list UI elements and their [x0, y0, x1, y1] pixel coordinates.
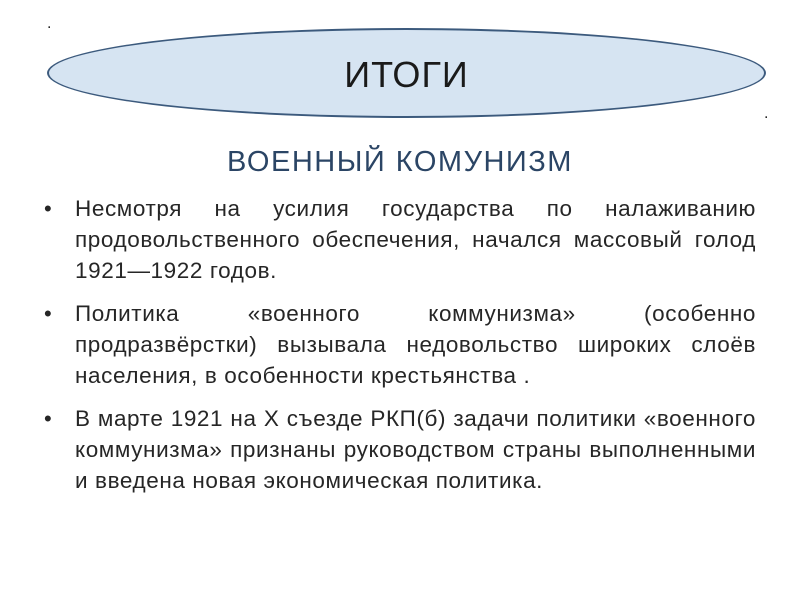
bullet-text: В марте 1921 на X съезде РКП(б) задачи политики «военного коммунизма» признаны руководством страны выполненными и введена новая экономическая политика. — [75, 406, 756, 493]
bullet-item-discontent — [44, 298, 756, 391]
bullet-list — [44, 193, 756, 508]
dot-mark-top: . — [47, 15, 52, 32]
dot-mark-side: . — [764, 105, 769, 122]
bullet-dot-icon: • — [44, 406, 53, 431]
bullet-item-nep — [44, 403, 756, 496]
bullet-text: Несмотря на усилия государства по налаживанию продовольственного обеспечения, начался массовый голод 1921—1922 годов. — [75, 196, 756, 283]
bullet-item-famine — [44, 193, 756, 286]
slide-title: ИТОГИ — [344, 54, 469, 95]
section-subtitle: ВОЕННЫЙ КОМУНИЗМ — [227, 146, 573, 178]
bullet-dot-icon: • — [44, 196, 53, 221]
title-oval — [47, 28, 766, 118]
bullet-text: Политика «военного коммунизма» (особенно продразвёрстки) вызывала недовольство широких слоёв населения, в особенности крестьянства . — [75, 301, 756, 388]
bullet-dot-icon: • — [44, 301, 53, 326]
